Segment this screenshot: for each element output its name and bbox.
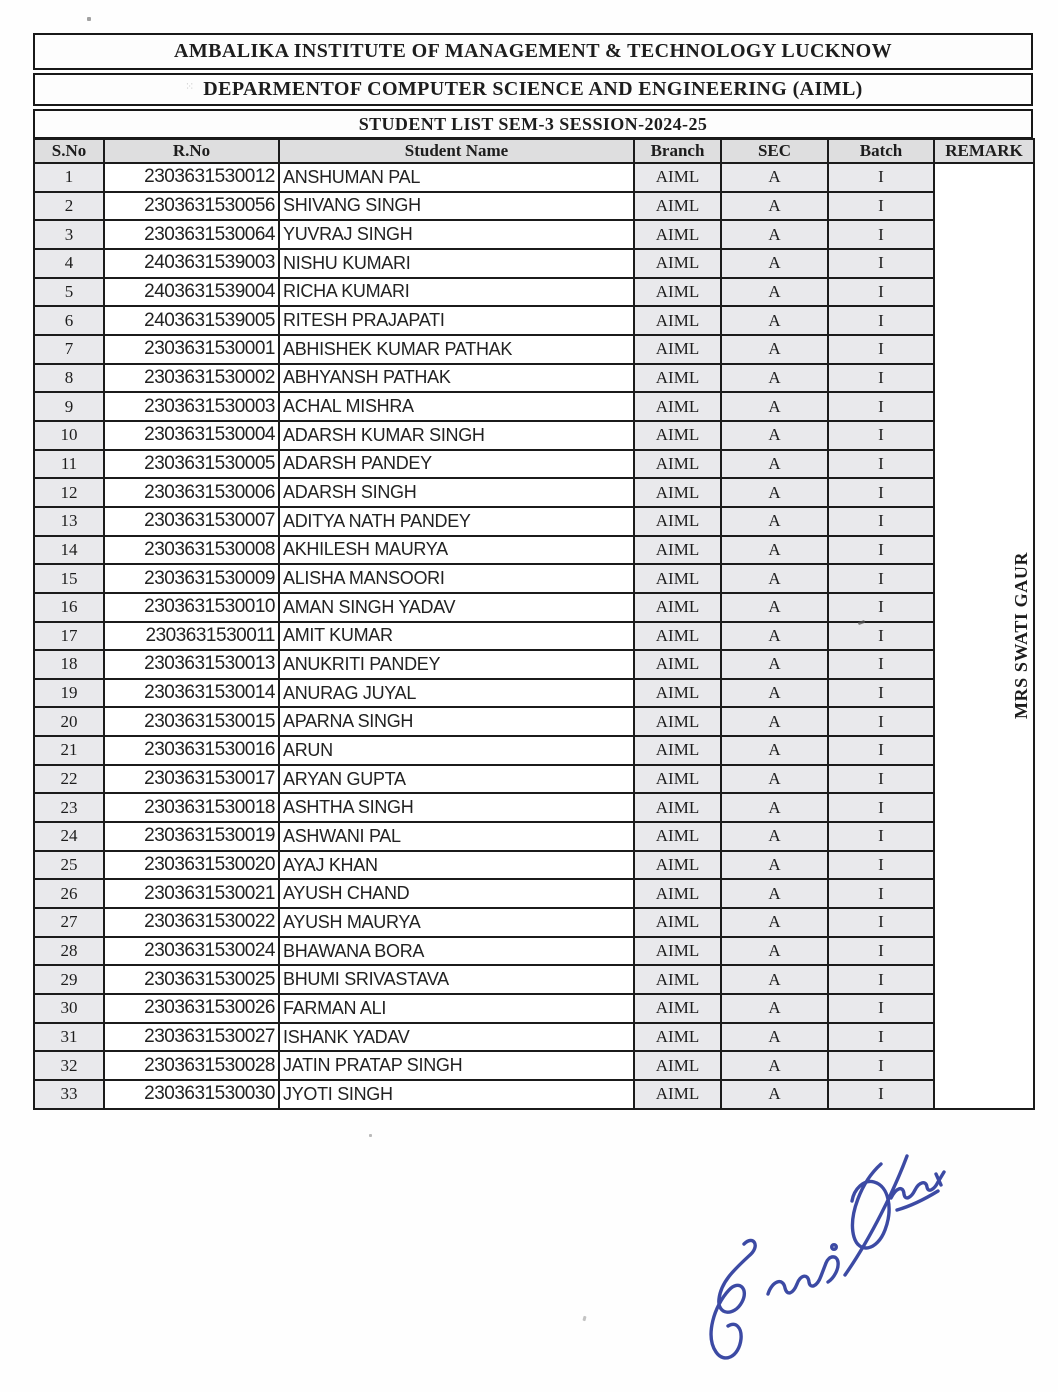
sno-cell: 31 [34, 1023, 104, 1052]
rno-cell: 2303631530019 [104, 822, 279, 851]
sno-cell: 19 [34, 679, 104, 708]
sec-cell: A [721, 335, 828, 364]
name-cell: RITESH PRAJAPATI [279, 306, 634, 335]
institute-title: AMBALIKA INSTITUTE OF MANAGEMENT & TECHNOLOGY LUCKNOW [33, 33, 1033, 70]
rno-cell: 2303631530007 [104, 507, 279, 536]
batch-cell: I [828, 622, 934, 651]
batch-cell: I [828, 879, 934, 908]
rno-cell: 2303631530027 [104, 1023, 279, 1052]
batch-cell: I [828, 793, 934, 822]
header-rno: R.No [104, 139, 279, 163]
table-row [34, 192, 1034, 221]
table-row [34, 593, 1034, 622]
scan-speck [87, 17, 91, 21]
name-cell: YUVRAJ SINGH [279, 220, 634, 249]
table-row [34, 879, 1034, 908]
sec-cell: A [721, 450, 828, 479]
sec-cell: A [721, 707, 828, 736]
batch-cell: I [828, 650, 934, 679]
name-cell: NISHU KUMARI [279, 249, 634, 278]
name-cell: ISHANK YADAV [279, 1023, 634, 1052]
table-row [34, 1080, 1034, 1109]
sec-cell: A [721, 593, 828, 622]
sno-cell: 11 [34, 450, 104, 479]
batch-cell: I [828, 421, 934, 450]
header-sec: SEC [721, 139, 828, 163]
branch-cell: AIML [634, 650, 721, 679]
rno-cell: 2303631530020 [104, 851, 279, 880]
branch-cell: AIML [634, 421, 721, 450]
rno-cell: 2303631530018 [104, 793, 279, 822]
scan-speck [582, 1316, 586, 1322]
batch-cell: I [828, 364, 934, 393]
branch-cell: AIML [634, 536, 721, 565]
table-row [34, 965, 1034, 994]
branch-cell: AIML [634, 707, 721, 736]
table-row [34, 478, 1034, 507]
table-row [34, 364, 1034, 393]
branch-cell: AIML [634, 1051, 721, 1080]
batch-cell: I [828, 249, 934, 278]
sno-cell: 24 [34, 822, 104, 851]
sec-cell: A [721, 220, 828, 249]
sno-cell: 20 [34, 707, 104, 736]
name-cell: JYOTI SINGH [279, 1080, 634, 1109]
batch-cell: I [828, 192, 934, 221]
sno-cell: 27 [34, 908, 104, 937]
sec-cell: A [721, 392, 828, 421]
header-sno: S.No [34, 139, 104, 163]
branch-cell: AIML [634, 622, 721, 651]
branch-cell: AIML [634, 364, 721, 393]
branch-cell: AIML [634, 249, 721, 278]
sno-cell: 22 [34, 765, 104, 794]
batch-cell: I [828, 994, 934, 1023]
table-row [34, 851, 1034, 880]
branch-cell: AIML [634, 306, 721, 335]
batch-cell: I [828, 306, 934, 335]
name-cell: ALISHA MANSOORI [279, 564, 634, 593]
table-row [34, 507, 1034, 536]
name-cell: ADARSH SINGH [279, 478, 634, 507]
header-branch: Branch [634, 139, 721, 163]
name-cell: BHUMI SRIVASTAVA [279, 965, 634, 994]
rno-cell: 2303631530017 [104, 765, 279, 794]
header-name: Student Name [279, 139, 634, 163]
sec-cell: A [721, 793, 828, 822]
batch-cell: I [828, 564, 934, 593]
batch-cell: I [828, 765, 934, 794]
name-cell: ANURAG JUYAL [279, 679, 634, 708]
branch-cell: AIML [634, 564, 721, 593]
branch-cell: AIML [634, 965, 721, 994]
branch-cell: AIML [634, 765, 721, 794]
rno-cell: 2403631539003 [104, 249, 279, 278]
rno-cell: 2303631530030 [104, 1080, 279, 1109]
batch-cell: I [828, 278, 934, 307]
rno-cell: 2303631530016 [104, 736, 279, 765]
table-header-row [34, 139, 1034, 163]
rno-cell: 2303631530011 [104, 622, 279, 651]
sec-cell: A [721, 507, 828, 536]
name-cell: ASHTHA SINGH [279, 793, 634, 822]
batch-cell: I [828, 679, 934, 708]
batch-cell: I [828, 335, 934, 364]
branch-cell: AIML [634, 335, 721, 364]
rno-cell: 2303631530012 [104, 163, 279, 192]
table-row [34, 1051, 1034, 1080]
sno-cell: 25 [34, 851, 104, 880]
batch-cell: I [828, 937, 934, 966]
sec-cell: A [721, 1023, 828, 1052]
name-cell: ANSHUMAN PAL [279, 163, 634, 192]
sno-cell: 30 [34, 994, 104, 1023]
rno-cell: 2303631530014 [104, 679, 279, 708]
branch-cell: AIML [634, 822, 721, 851]
name-cell: ADITYA NATH PANDEY [279, 507, 634, 536]
branch-cell: AIML [634, 937, 721, 966]
sno-cell: 17 [34, 622, 104, 651]
sec-cell: A [721, 851, 828, 880]
table-row [34, 650, 1034, 679]
table-row [34, 622, 1034, 651]
rno-cell: 2303631530028 [104, 1051, 279, 1080]
branch-cell: AIML [634, 593, 721, 622]
sno-cell: 26 [34, 879, 104, 908]
rno-cell: 2303631530001 [104, 335, 279, 364]
branch-cell: AIML [634, 1023, 721, 1052]
name-cell: BHAWANA BORA [279, 937, 634, 966]
rno-cell: 2303631530008 [104, 536, 279, 565]
batch-cell: I [828, 965, 934, 994]
sno-cell: 5 [34, 278, 104, 307]
sno-cell: 21 [34, 736, 104, 765]
handwritten-signature [698, 1144, 950, 1372]
batch-cell: I [828, 593, 934, 622]
rno-cell: 2303631530064 [104, 220, 279, 249]
table-row [34, 335, 1034, 364]
table-row [34, 937, 1034, 966]
rno-cell: 2303631530005 [104, 450, 279, 479]
rno-cell: 2303631530015 [104, 707, 279, 736]
batch-cell: I [828, 478, 934, 507]
batch-cell: I [828, 1023, 934, 1052]
table-row [34, 765, 1034, 794]
sec-cell: A [721, 163, 828, 192]
batch-cell: I [828, 1051, 934, 1080]
header-batch: Batch [828, 139, 934, 163]
rno-cell: 2303631530004 [104, 421, 279, 450]
batch-cell: I [828, 822, 934, 851]
sec-cell: A [721, 937, 828, 966]
table-row [34, 822, 1034, 851]
name-cell: AMAN SINGH YADAV [279, 593, 634, 622]
branch-cell: AIML [634, 192, 721, 221]
name-cell: AYUSH MAURYA [279, 908, 634, 937]
sno-cell: 9 [34, 392, 104, 421]
name-cell: ABHYANSH PATHAK [279, 364, 634, 393]
sno-cell: 7 [34, 335, 104, 364]
table-row [34, 908, 1034, 937]
sno-cell: 12 [34, 478, 104, 507]
batch-cell: I [828, 1080, 934, 1109]
name-cell: AYUSH CHAND [279, 879, 634, 908]
sno-cell: 15 [34, 564, 104, 593]
branch-cell: AIML [634, 879, 721, 908]
name-cell: JATIN PRATAP SINGH [279, 1051, 634, 1080]
sec-cell: A [721, 478, 828, 507]
remark-cell [934, 163, 1034, 1109]
sno-cell: 2 [34, 192, 104, 221]
sec-cell: A [721, 564, 828, 593]
name-cell: ARUN [279, 736, 634, 765]
table-row [34, 564, 1034, 593]
batch-cell: I [828, 220, 934, 249]
sno-cell: 3 [34, 220, 104, 249]
sno-cell: 16 [34, 593, 104, 622]
branch-cell: AIML [634, 450, 721, 479]
sno-cell: 23 [34, 793, 104, 822]
sec-cell: A [721, 278, 828, 307]
sec-cell: A [721, 306, 828, 335]
table-row [34, 220, 1034, 249]
sec-cell: A [721, 879, 828, 908]
batch-cell: I [828, 707, 934, 736]
rno-cell: 2303631530013 [104, 650, 279, 679]
branch-cell: AIML [634, 507, 721, 536]
branch-cell: AIML [634, 908, 721, 937]
sec-cell: A [721, 364, 828, 393]
name-cell: ACHAL MISHRA [279, 392, 634, 421]
sec-cell: A [721, 421, 828, 450]
rno-cell: 2303631530056 [104, 192, 279, 221]
sno-cell: 18 [34, 650, 104, 679]
table-row [34, 421, 1034, 450]
rno-cell: 2303631530026 [104, 994, 279, 1023]
batch-cell: I [828, 536, 934, 565]
branch-cell: AIML [634, 1080, 721, 1109]
sec-cell: A [721, 736, 828, 765]
table-row [34, 450, 1034, 479]
name-cell: AMIT KUMAR [279, 622, 634, 651]
batch-cell: I [828, 736, 934, 765]
scan-speck [369, 1134, 372, 1137]
batch-cell: I [828, 163, 934, 192]
batch-cell: I [828, 507, 934, 536]
name-cell: ADARSH PANDEY [279, 450, 634, 479]
sec-cell: A [721, 1080, 828, 1109]
table-row [34, 1023, 1034, 1052]
branch-cell: AIML [634, 278, 721, 307]
table-row [34, 306, 1034, 335]
rno-cell: 2303631530002 [104, 364, 279, 393]
sec-cell: A [721, 249, 828, 278]
rno-cell: 2303631530025 [104, 965, 279, 994]
list-title: STUDENT LIST SEM-3 SESSION-2024-25 [33, 109, 1033, 139]
rno-cell: 2403631539004 [104, 278, 279, 307]
branch-cell: AIML [634, 994, 721, 1023]
sno-cell: 33 [34, 1080, 104, 1109]
branch-cell: AIML [634, 478, 721, 507]
batch-cell: I [828, 908, 934, 937]
sec-cell: A [721, 1051, 828, 1080]
sec-cell: A [721, 765, 828, 794]
branch-cell: AIML [634, 851, 721, 880]
table-row [34, 536, 1034, 565]
rno-cell: 2303631530006 [104, 478, 279, 507]
batch-cell: I [828, 450, 934, 479]
name-cell: ADARSH KUMAR SINGH [279, 421, 634, 450]
table-row [34, 736, 1034, 765]
name-cell: APARNA SINGH [279, 707, 634, 736]
sec-cell: A [721, 679, 828, 708]
sno-cell: 4 [34, 249, 104, 278]
sno-cell: 29 [34, 965, 104, 994]
branch-cell: AIML [634, 163, 721, 192]
name-cell: ARYAN GUPTA [279, 765, 634, 794]
remark-vertical-text: MRS SWATI GAUR [1011, 552, 1032, 720]
rno-cell: 2303631530024 [104, 937, 279, 966]
name-cell: ANUKRITI PANDEY [279, 650, 634, 679]
sno-cell: 8 [34, 364, 104, 393]
sno-cell: 13 [34, 507, 104, 536]
name-cell: RICHA KUMARI [279, 278, 634, 307]
name-cell: ABHISHEK KUMAR PATHAK [279, 335, 634, 364]
name-cell: AYAJ KHAN [279, 851, 634, 880]
table-row [34, 994, 1034, 1023]
branch-cell: AIML [634, 679, 721, 708]
sno-cell: 6 [34, 306, 104, 335]
rno-cell: 2303631530009 [104, 564, 279, 593]
sec-cell: A [721, 192, 828, 221]
table-row [34, 707, 1034, 736]
name-cell: SHIVANG SINGH [279, 192, 634, 221]
name-cell: AKHILESH MAURYA [279, 536, 634, 565]
branch-cell: AIML [634, 793, 721, 822]
rno-cell: 2303631530003 [104, 392, 279, 421]
batch-cell: I [828, 851, 934, 880]
sec-cell: A [721, 622, 828, 651]
rno-cell: 2403631539005 [104, 306, 279, 335]
department-title: DEPARMENTOF COMPUTER SCIENCE AND ENGINEERING (AIML) [33, 73, 1033, 106]
sno-cell: 10 [34, 421, 104, 450]
student-list-table [33, 138, 1035, 1110]
branch-cell: AIML [634, 392, 721, 421]
sno-cell: 32 [34, 1051, 104, 1080]
scan-smudge: ⁙ [185, 81, 195, 93]
rno-cell: 2303631530022 [104, 908, 279, 937]
rno-cell: 2303631530021 [104, 879, 279, 908]
sno-cell: 28 [34, 937, 104, 966]
sec-cell: A [721, 822, 828, 851]
table-row [34, 278, 1034, 307]
sec-cell: A [721, 650, 828, 679]
table-row [34, 679, 1034, 708]
batch-cell: I [828, 392, 934, 421]
table-row [34, 249, 1034, 278]
branch-cell: AIML [634, 736, 721, 765]
sec-cell: A [721, 536, 828, 565]
sno-cell: 14 [34, 536, 104, 565]
branch-cell: AIML [634, 220, 721, 249]
table-row [34, 163, 1034, 192]
sec-cell: A [721, 908, 828, 937]
sec-cell: A [721, 965, 828, 994]
name-cell: FARMAN ALI [279, 994, 634, 1023]
rno-cell: 2303631530010 [104, 593, 279, 622]
table-row [34, 392, 1034, 421]
header-remark: REMARK [934, 139, 1034, 163]
table-row [34, 793, 1034, 822]
sec-cell: A [721, 994, 828, 1023]
name-cell: ASHWANI PAL [279, 822, 634, 851]
sno-cell: 1 [34, 163, 104, 192]
